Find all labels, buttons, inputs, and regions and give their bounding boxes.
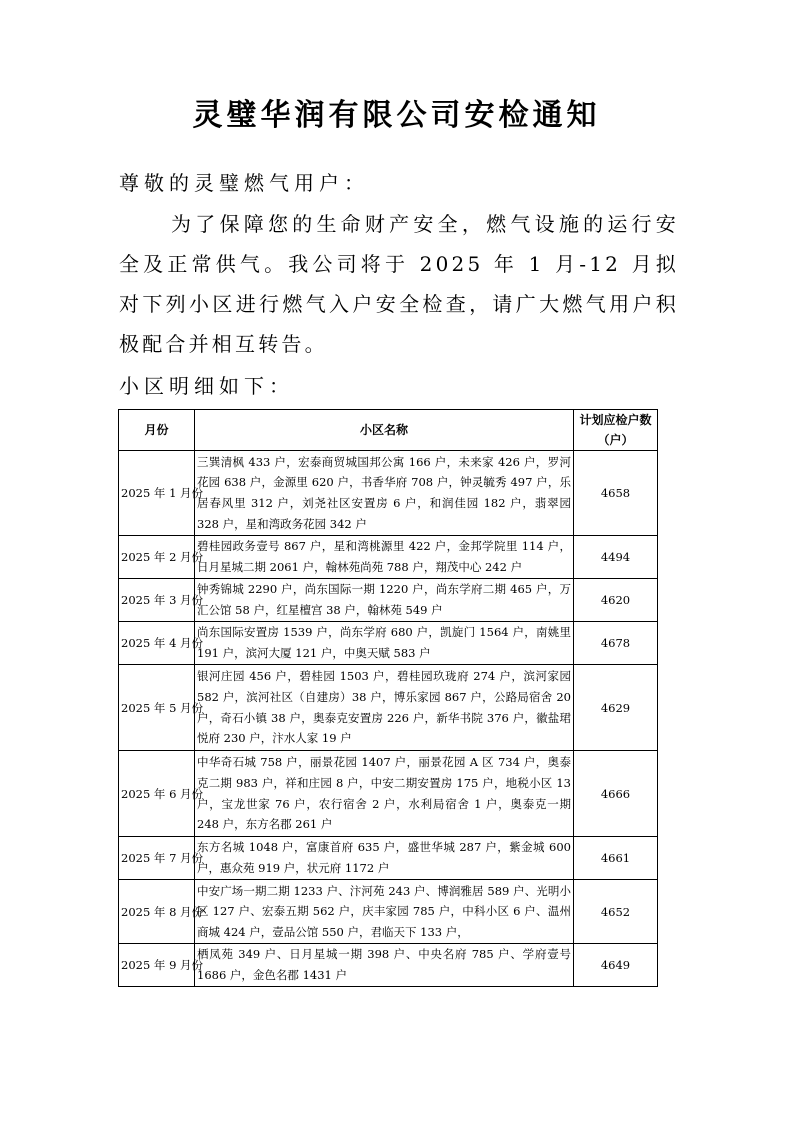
inspection-schedule-table xyxy=(118,409,658,987)
table-row xyxy=(119,622,658,665)
row-month: 2025 年 4 月份 xyxy=(119,622,195,665)
row-month: 2025 年 3 月份 xyxy=(119,579,195,622)
row-estates: 尚东国际安置房 1539 户，尚东学府 680 户，凯旋门 1564 户，南姚里 191 户，滨河大厦 121 户，中奥天赋 583 户 xyxy=(195,622,574,665)
table-row xyxy=(119,944,658,987)
row-count: 4620 xyxy=(574,579,658,622)
row-estates: 碧桂园政务壹号 867 户，星和湾桃源里 422 户，金邦学院里 114 户，日月星城二期 2061 户，翰林苑尚苑 788 户，翔茂中心 242 户 xyxy=(195,536,574,579)
row-month: 2025 年 1 月份 xyxy=(119,451,195,536)
list-intro: 小区明细如下： xyxy=(119,374,294,398)
notice-body: 为了保障您的生命财产安全，燃气设施的运行安全及正常供气。我公司将于 2025 年 1 月-12 月拟对下列小区进行燃气入户安全检查，请广大燃气用户积极配合并相互转告。 xyxy=(119,212,679,356)
table-row xyxy=(119,579,658,622)
table-row xyxy=(119,880,658,944)
greeting: 尊敬的灵璧燃气用户： xyxy=(119,171,369,195)
row-month: 2025 年 8 月份 xyxy=(119,880,195,944)
page-title: 灵璧华润有限公司安检通知 xyxy=(192,98,601,133)
table-row xyxy=(119,536,658,579)
table-header-row xyxy=(119,410,658,451)
table-row xyxy=(119,837,658,880)
row-count: 4666 xyxy=(574,751,658,837)
row-estates: 中华奇石城 758 户，丽景花园 1407 户，丽景花园 A 区 734 户，奥泰克二期 983 户，祥和庄园 8 户，中安二期安置房 175 户，地税小区 13 户，宝龙世家 76 户，农行宿舍 2 户，水利局宿舍 1 户，奥泰克一期 248 户，东方名郡 261 户 xyxy=(195,751,574,837)
row-estates: 银河庄园 456 户，碧桂园 1503 户，碧桂园玖珑府 274 户，滨河家园 582 户，滨河社区（自建房）38 户，博乐家园 867 户，公路局宿舍 20 户，奇石小镇 38 户，奥泰克安置房 226 户，新华书院 376 户，徽盐珺悦府 230 户，汴水人家 19 户 xyxy=(195,665,574,751)
row-estates: 三巽清枫 433 户，宏泰商贸城国邦公寓 166 户，未来家 426 户，罗河花园 638 户，金源里 620 户，书香华府 708 户，钟灵毓秀 497 户，乐居春风里 312 户，刘尧社区安置房 6 户，和润佳园 182 户，翡翠园 328 户，星和湾政务花园 342 户 xyxy=(195,451,574,536)
row-count: 4652 xyxy=(574,880,658,944)
table-row xyxy=(119,665,658,751)
header-month: 月份 xyxy=(119,410,195,451)
row-month: 2025 年 5 月份 xyxy=(119,665,195,751)
table-row xyxy=(119,451,658,536)
header-estates: 小区名称 xyxy=(195,410,574,451)
row-month: 2025 年 6 月份 xyxy=(119,751,195,837)
row-estates: 中安广场一期二期 1233 户、汴河苑 243 户、博润雅居 589 户、光明小区 127 户、宏泰五期 562 户，庆丰家园 785 户，中科小区 6 户、温州商城 424 户，壹品公馆 550 户，君临天下 133 户， xyxy=(195,880,574,944)
row-month: 2025 年 9 月份 xyxy=(119,944,195,987)
row-count: 4649 xyxy=(574,944,658,987)
row-count: 4658 xyxy=(574,451,658,536)
row-estates: 东方名城 1048 户，富康首府 635 户，盛世华城 287 户，紫金城 600 户，惠众苑 919 户，状元府 1172 户 xyxy=(195,837,574,880)
row-count: 4661 xyxy=(574,837,658,880)
table-row xyxy=(119,751,658,837)
row-count: 4678 xyxy=(574,622,658,665)
row-count: 4494 xyxy=(574,536,658,579)
row-month: 2025 年 2 月份 xyxy=(119,536,195,579)
row-estates: 钟秀锦城 2290 户，尚东国际一期 1220 户，尚东学府二期 465 户，万汇公馆 58 户，红星檀宫 38 户，翰林苑 549 户 xyxy=(195,579,574,622)
header-count: 计划应检户数（户） xyxy=(574,410,658,451)
row-count: 4629 xyxy=(574,665,658,751)
row-estates: 栖凤苑 349 户、日月星城一期 398 户、中央名府 785 户、学府壹号 1686 户，金色名郡 1431 户 xyxy=(195,944,574,987)
row-month: 2025 年 7 月份 xyxy=(119,837,195,880)
